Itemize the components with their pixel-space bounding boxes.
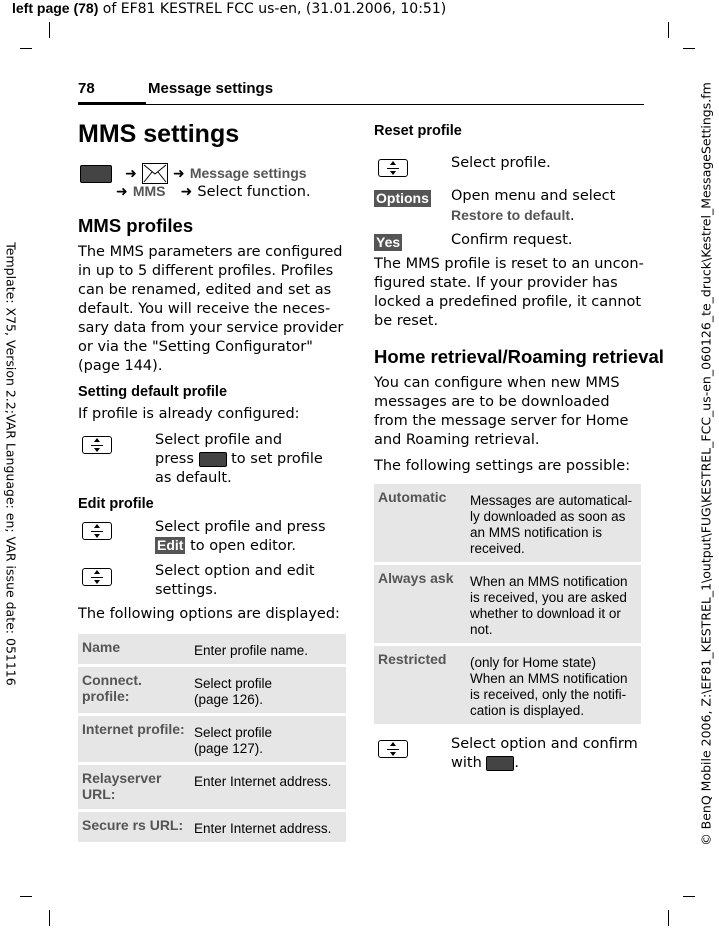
table-row <box>78 716 346 762</box>
table-row <box>374 646 641 724</box>
softkey-icon <box>199 452 227 467</box>
cell-text: (only for Home state) <box>470 655 597 670</box>
text-line: sary data from your service provider <box>78 320 344 336</box>
reset-step2 <box>451 187 615 226</box>
text-line <box>155 537 326 556</box>
navkey-icon <box>82 434 112 454</box>
text-line: messages are to be downloaded <box>374 394 610 410</box>
print-header-rest: of EF81 KESTREL FCC us-en, (31.01.2006, 10:51) <box>98 1 447 17</box>
navkey-icon <box>82 566 112 586</box>
crop-mark <box>668 22 669 38</box>
edit-profile-step1 <box>155 518 326 556</box>
mms-profiles-paragraph <box>78 243 343 376</box>
header-rule <box>146 104 644 105</box>
crop-mark <box>49 910 50 926</box>
crop-mark <box>683 896 695 897</box>
text-line: figured state. If your provider has <box>374 275 618 291</box>
setting-default-step <box>155 431 323 488</box>
print-header <box>12 0 446 17</box>
nav-instruction: Select function. <box>197 184 311 200</box>
cell-text: not. <box>470 622 493 637</box>
navkey-icon <box>378 738 408 758</box>
cell-text: Messages are automatical- <box>470 493 633 508</box>
template-info <box>0 34 22 894</box>
cell-text: Secure rs URL: <box>82 817 184 833</box>
setting-key: Automatic <box>374 484 466 562</box>
text-line: Restore to default. <box>451 207 575 224</box>
text-line: Select profile and press <box>155 519 326 535</box>
option-value <box>190 765 346 809</box>
option-key <box>78 716 190 762</box>
option-value <box>190 634 346 664</box>
cell-text: an MMS notification is <box>470 525 603 540</box>
retrieval-paragraph <box>374 374 628 450</box>
cell-text: Enter Internet address. <box>194 821 332 836</box>
text-line: The MMS parameters are configured <box>78 244 343 260</box>
heading-home-roaming: Home retrieval/Roaming retrieval <box>374 346 664 367</box>
text-line: default. You will receive the neces- <box>78 301 331 317</box>
cell-text: profile: <box>82 688 130 704</box>
retrieval-settings-table <box>374 481 641 727</box>
section-title: Message settings <box>148 80 274 97</box>
copyright-path-text: © BenQ Mobile 2006, Z:\EF81_KESTREL_1\output\FUG\KESTREL_FCC_us-en_060126_te_druck\Kestrel_MessageSettings.fm <box>698 82 714 846</box>
table-row <box>78 667 346 713</box>
cell-text: Enter Internet address. <box>194 774 332 789</box>
header-rule-thick <box>78 102 146 105</box>
template-info-text: Template: X75, Version 2.2;VAR Language: en; VAR issue date: 051116 <box>3 242 19 686</box>
text-line: or via the "Setting Configurator" <box>78 339 313 355</box>
softkey-icon <box>80 165 112 183</box>
menu-item-message-settings: Message settings <box>189 165 307 181</box>
option-key <box>78 634 190 664</box>
menu-item-restore-default: Restore to default <box>451 207 571 223</box>
arrow-icon: ➜ <box>116 184 128 200</box>
edit-softkey-label: Edit <box>157 537 184 553</box>
crop-mark <box>668 910 669 926</box>
retrieval-final-step <box>451 735 638 773</box>
cell-text: ly downloaded as soon as <box>470 509 626 524</box>
text-line: locked a predefined profile, it cannot <box>374 294 642 310</box>
cell-text: received. <box>470 541 525 556</box>
arrow-icon: ➜ <box>180 184 193 200</box>
setting-key: Restricted <box>374 646 466 724</box>
setting-value <box>466 484 641 562</box>
cell-text: When an MMS notification <box>470 671 628 686</box>
setting-value <box>466 646 641 724</box>
cell-text: (page 127). <box>194 741 264 756</box>
cell-text: Name <box>82 639 121 655</box>
option-key <box>78 812 190 842</box>
text-line: as default. <box>155 470 232 486</box>
crop-mark <box>20 896 32 897</box>
arrow-icon: ➜ <box>173 166 185 182</box>
crop-mark <box>683 48 695 49</box>
text-line: The MMS profile is reset to an uncon- <box>374 256 644 272</box>
menu-item-mms: MMS <box>132 183 166 199</box>
table-row <box>374 565 641 643</box>
option-key <box>78 765 190 809</box>
table-row <box>78 634 346 664</box>
text-line: can be renamed, edited and set as <box>78 282 332 298</box>
option-value <box>190 812 346 842</box>
cell-text: Enter profile name. <box>194 643 309 658</box>
cell-text: is received, only the notifi- <box>470 687 627 702</box>
text-line: settings. <box>155 582 218 598</box>
options-intro: The following options are displayed: <box>78 606 340 622</box>
text-fragment: with <box>451 755 482 771</box>
yes-softkey-text: Yes <box>376 234 401 250</box>
navkey-icon <box>378 157 408 177</box>
nav-path-line2 <box>116 181 311 202</box>
retrieval-intro: The following settings are possible: <box>374 458 631 474</box>
text-line: Open menu and select <box>451 188 616 204</box>
option-value <box>190 667 346 713</box>
heading-edit-profile: Edit profile <box>78 496 154 512</box>
cell-text: URL: <box>82 786 116 802</box>
option-value <box>190 716 346 762</box>
cell-text: whether to download it or <box>470 606 621 621</box>
crop-mark <box>49 22 50 38</box>
option-key <box>78 667 190 713</box>
options-softkey-label <box>374 188 431 207</box>
page-number: 78 <box>78 80 95 97</box>
text-line <box>155 450 323 469</box>
text-line: Select profile and <box>155 432 283 448</box>
setting-default-intro: If profile is already configured: <box>78 406 300 422</box>
setting-key: Always ask <box>374 565 466 643</box>
cell-text: cation is displayed. <box>470 703 585 718</box>
table-row <box>374 484 641 562</box>
heading-reset-profile: Reset profile <box>374 123 462 139</box>
cell-text: Internet profile: <box>82 721 185 737</box>
arrow-icon: ➜ <box>125 166 137 182</box>
print-header-bold: left page (78) <box>12 0 99 16</box>
copyright-path <box>695 34 717 894</box>
text-line: You can configure when new MMS <box>374 375 620 391</box>
cell-text: Select profile <box>194 725 273 740</box>
cell-text: is received, you are asked <box>470 590 627 605</box>
text-line: Select option and confirm <box>451 736 638 752</box>
page-title: MMS settings <box>78 120 240 148</box>
reset-step3: Confirm request. <box>451 232 573 248</box>
reset-paragraph <box>374 255 644 331</box>
cell-text: Relayserver <box>82 770 162 786</box>
heading-mms-profiles: MMS profiles <box>78 215 194 236</box>
text-line: Select option and edit <box>155 563 315 579</box>
text-fragment: press <box>155 451 194 467</box>
table-row <box>78 812 346 842</box>
text-line: with . <box>451 755 519 771</box>
table-row <box>78 765 346 809</box>
text-line: from the message server for Home <box>374 413 629 429</box>
heading-setting-default: Setting default profile <box>78 384 228 400</box>
text-line: be reset. <box>374 313 439 329</box>
yes-softkey-label <box>374 232 402 251</box>
text-line: in up to 5 different profiles. Profiles <box>78 263 334 279</box>
softkey-icon <box>486 756 514 771</box>
cell-text: (page 126). <box>194 692 264 707</box>
navkey-icon <box>82 520 112 540</box>
reset-step1: Select profile. <box>451 155 551 171</box>
cell-text: Connect. <box>82 672 142 688</box>
profile-options-table <box>78 631 346 845</box>
crop-mark <box>20 48 32 49</box>
options-softkey-text: Options <box>376 190 429 206</box>
text-fragment: to set profile <box>231 451 323 467</box>
text-line: and Roaming retrieval. <box>374 432 540 448</box>
cell-text: When an MMS notification <box>470 574 628 589</box>
setting-value <box>466 565 641 643</box>
cell-text: Select profile <box>194 676 273 691</box>
text-fragment: to open editor. <box>190 538 296 554</box>
edit-profile-step2 <box>155 562 315 600</box>
text-line: (page 144). <box>78 358 163 374</box>
